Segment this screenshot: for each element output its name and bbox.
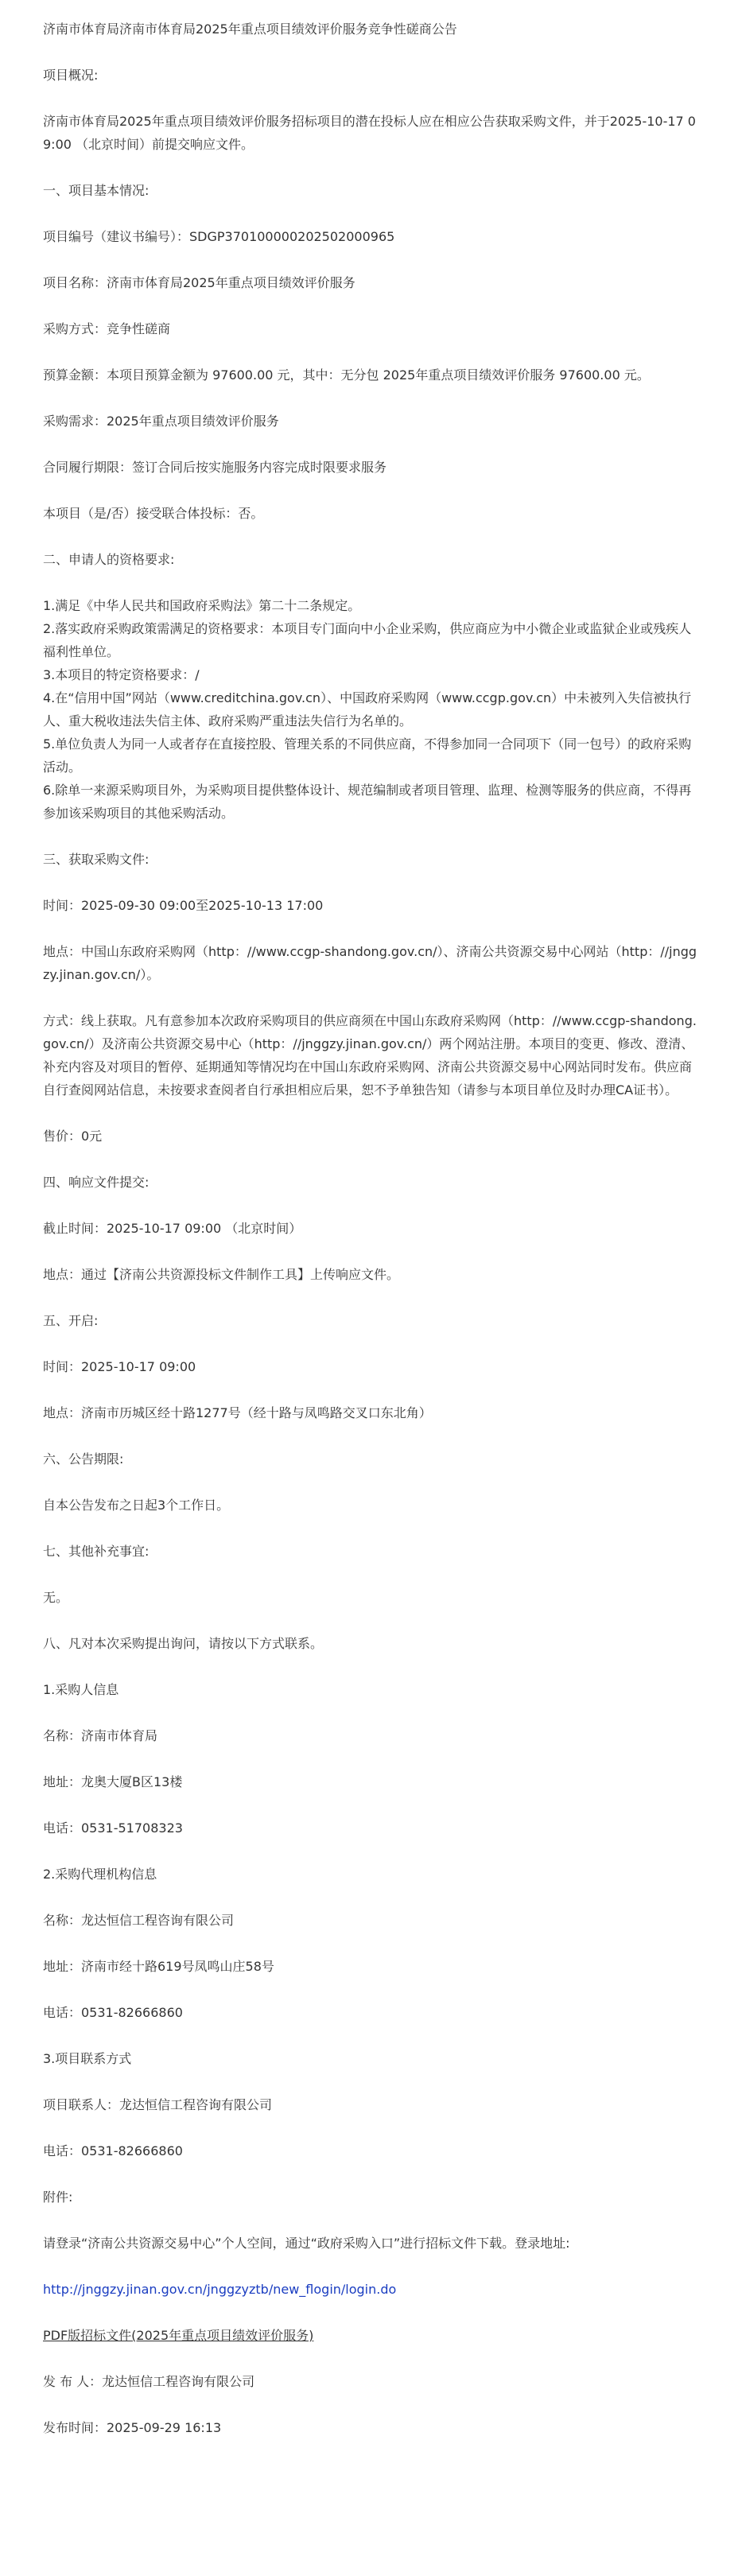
attachment-heading: 附件:: [43, 2189, 73, 2205]
section3-heading: 三、获取采购文件:: [43, 852, 150, 867]
contact-person: 项目联系人：龙达恒信工程咨询有限公司: [43, 2097, 273, 2112]
section2-heading: 二、申请人的资格要求:: [43, 552, 175, 567]
acquire-time: 时间：2025-09-30 09:00至2025-10-13 17:00: [43, 898, 324, 913]
purchaser-address: 地址：龙奥大厦B区13楼: [43, 1774, 183, 1789]
contact-heading: 3.项目联系方式: [43, 2051, 132, 2066]
project-number: 项目编号（建议书编号）：SDGP370100000202502000965: [43, 229, 395, 244]
publisher: 发 布 人：龙达恒信工程咨询有限公司: [43, 2374, 255, 2389]
section8-heading: 八、凡对本次采购提出询问，请按以下方式联系。: [43, 1636, 324, 1651]
qualification-item: 4.在“信用中国”网站（www.creditchina.gov.cn）、中国政府采购网（www.ccgp.gov.cn）中未被列入失信被执行人、重大税收违法失信主体、政府采购严重违法失信行为名单的。: [43, 690, 692, 729]
login-url-link[interactable]: http://jnggzy.jinan.gov.cn/jnggzyztb/new_flogin/login.do: [43, 2282, 397, 2297]
section7-heading: 七、其他补充事宜:: [43, 1544, 150, 1559]
agency-phone: 电话：0531-82666860: [43, 2005, 183, 2020]
acquire-place: 地点：中国山东政府采购网（http：//www.ccgp-shandong.gov.cn/）、济南公共资源交易中心网站（http：//jnggzy.jinan.gov.cn/）。: [43, 944, 697, 982]
overview-heading: 项目概况:: [43, 68, 99, 83]
notice-title: 济南市体育局济南市体育局2025年重点项目绩效评价服务竞争性磋商公告: [43, 21, 457, 37]
section5-heading: 五、开启:: [43, 1313, 99, 1328]
login-instruction: 请登录“济南公共资源交易中心”个人空间，通过“政府采购入口”进行招标文件下载。登录地址:: [43, 2236, 570, 2251]
submission-place: 地点：通过【济南公共资源投标文件制作工具】上传响应文件。: [43, 1267, 400, 1282]
qualification-item: 2.落实政府采购政策需满足的资格要求：本项目专门面向中小企业采购，供应商应为中小微企业或监狱企业或残疾人福利性单位。: [43, 621, 692, 659]
other-matters: 无。: [43, 1590, 69, 1605]
login-url-paragraph: [43, 2278, 698, 2301]
project-name: 项目名称：济南市体育局2025年重点项目绩效评价服务: [43, 275, 355, 290]
opening-time: 时间：2025-10-17 09:00: [43, 1359, 196, 1374]
section1-heading: 一、项目基本情况:: [43, 183, 150, 198]
contract-period: 合同履行期限：签订合同后按实施服务内容完成时限要求服务: [43, 460, 387, 475]
overview-text: 济南市体育局2025年重点项目绩效评价服务招标项目的潜在投标人应在相应公告获取采购文件，并于2025-10-17 09:00 （北京时间）前提交响应文件。: [43, 114, 696, 152]
agency-heading: 2.采购代理机构信息: [43, 1867, 157, 1882]
section4-heading: 四、响应文件提交:: [43, 1175, 150, 1190]
qualification-item: 1.满足《中华人民共和国政府采购法》第二十二条规定。: [43, 598, 361, 613]
budget-amount: 预算金额：本项目预算金额为 97600.00 元，其中：无分包 2025年重点项目绩效评价服务 97600.00 元。: [43, 367, 650, 383]
pdf-link-paragraph: [43, 2324, 698, 2347]
contact-phone: 电话：0531-82666860: [43, 2143, 183, 2158]
publish-time: 发布时间：2025-09-29 16:13: [43, 2420, 222, 2435]
procurement-method: 采购方式：竞争性磋商: [43, 321, 171, 336]
acquire-method: 方式：线上获取。凡有意参加本次政府采购项目的供应商须在中国山东政府采购网（http：//www.ccgp-shandong.gov.cn/）及济南公共资源交易中心（http：//jnggzy.jinan.gov.cn/）两个网站注册。本项目的变更、修改、澄清、补充内容及对项目的暂停、延期通知等情况均在中国山东政府采购网、济南公共资源交易中心网站同时发布。供应商自行查阅网站信息，未按要求查阅者自行承担相应后果，恕不予单独告知（请参与本项目单位及时办理CA证书）。: [43, 1013, 697, 1098]
agency-address: 地址：济南市经十路619号凤鸣山庄58号: [43, 1959, 274, 1974]
qualification-item: 5.单位负责人为同一人或者存在直接控股、管理关系的不同供应商，不得参加同一合同项下（同一包号）的政府采购活动。: [43, 736, 692, 775]
purchaser-name: 名称：济南市体育局: [43, 1728, 158, 1743]
agency-name: 名称：龙达恒信工程咨询有限公司: [43, 1913, 235, 1928]
purchaser-heading: 1.采购人信息: [43, 1682, 119, 1697]
qualification-item: 6.除单一来源采购项目外，为采购项目提供整体设计、规范编制或者项目管理、监理、检测等服务的供应商，不得再参加该采购项目的其他采购活动。: [43, 783, 692, 821]
notice-period: 自本公告发布之日起3个工作日。: [43, 1498, 230, 1513]
section6-heading: 六、公告期限:: [43, 1451, 124, 1467]
document-price: 售价：0元: [43, 1129, 103, 1144]
procurement-demand: 采购需求：2025年重点项目绩效评价服务: [43, 414, 279, 429]
opening-place: 地点：济南市历城区经十路1277号（经十路与凤鸣路交叉口东北角）: [43, 1405, 432, 1420]
purchaser-phone: 电话：0531-51708323: [43, 1820, 183, 1836]
pdf-document-link[interactable]: PDF版招标文件(2025年重点项目绩效评价服务): [43, 2328, 314, 2343]
qualification-list: [43, 594, 698, 825]
joint-bid: 本项目（是/否）接受联合体投标：否。: [43, 506, 264, 521]
qualification-item: 3.本项目的特定资格要求：/: [43, 667, 200, 682]
submission-deadline: 截止时间：2025-10-17 09:00 （北京时间）: [43, 1221, 302, 1236]
